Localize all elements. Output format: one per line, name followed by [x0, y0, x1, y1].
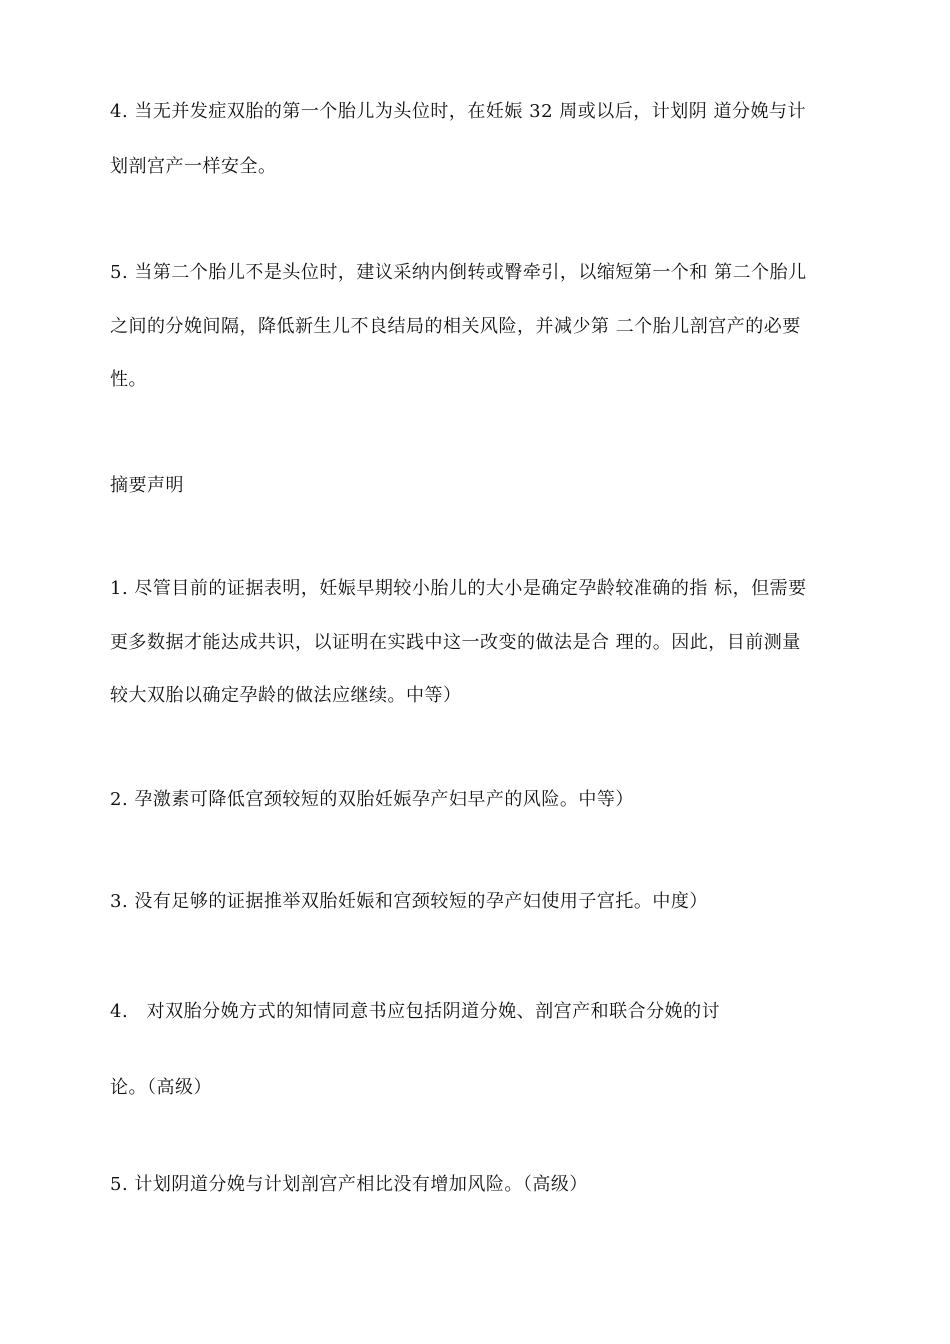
text-line: 划剖宫产一样安全。	[110, 156, 277, 177]
text-line: 4. 对双胎分娩方式的知情同意书应包括阴道分娩、剖宫产和联合分娩的讨	[110, 1001, 721, 1022]
text-line: 较大双胎以确定孕龄的做法应继续。中等）	[110, 685, 462, 706]
text-line: 论。（高级）	[110, 1077, 212, 1098]
text-line: 性。	[110, 369, 147, 390]
text-line: 5. 当第二个胎儿不是头位时，建议采纳内倒转或臀牵引，以缩短第一个和 第二个胎儿	[110, 262, 807, 283]
text-line: 更多数据才能达成共识，以证明在实践中这一改变的做法是合 理的。因此，目前测量	[110, 632, 801, 653]
text-line: 4. 当无并发症双胎的第一个胎儿为头位时，在妊娠 32 周或以后，计划阴 道分娩与计	[110, 101, 806, 122]
text-line: 3. 没有足够的证据推举双胎妊娠和宫颈较短的孕产妇使用子宫托。中度）	[110, 891, 708, 912]
text-line: 5. 计划阴道分娩与计划剖宫产相比没有增加风险。（高级）	[110, 1174, 588, 1195]
text-line: 2. 孕激素可降低宫颈较短的双胎妊娠孕产妇早产的风险。中等）	[110, 789, 634, 810]
section-heading: 摘要声明	[110, 475, 184, 496]
text-line: 1. 尽管目前的证据表明，妊娠早期较小胎儿的大小是确定孕龄较准确的指 标，但需要	[110, 578, 807, 599]
text-line: 之间的分娩间隔，降低新生儿不良结局的相关风险，并减少第 二个胎儿剖宫产的必要	[110, 316, 801, 337]
